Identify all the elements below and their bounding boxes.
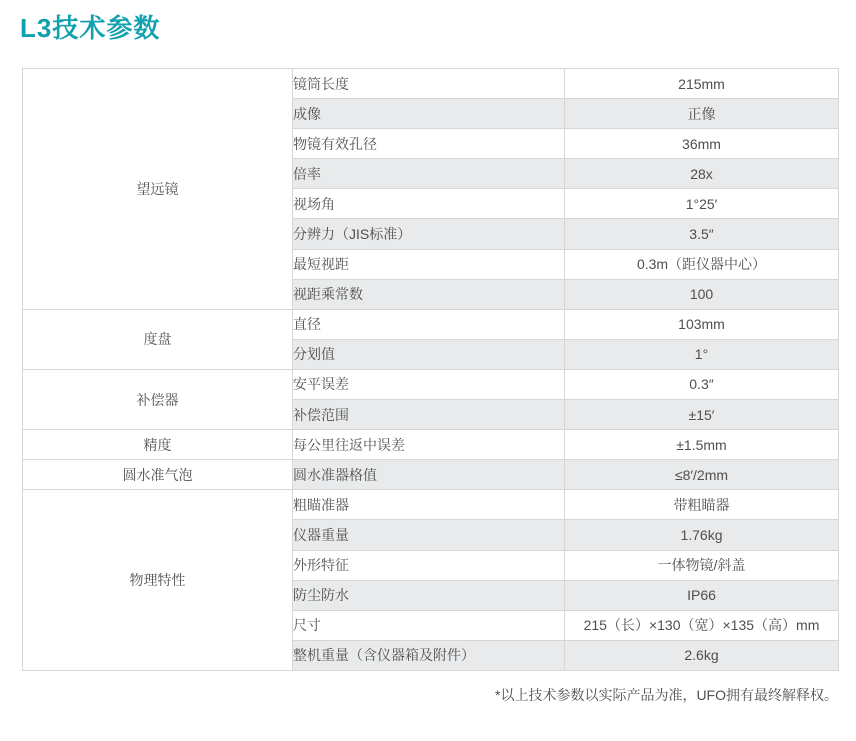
- value-cell: 一体物镜/斜盖: [565, 550, 839, 580]
- param-cell: 分划值: [293, 339, 565, 369]
- param-cell: 安平误差: [293, 369, 565, 399]
- category-cell: 补偿器: [23, 369, 293, 429]
- param-cell: 圆水准器格值: [293, 460, 565, 490]
- value-cell: 215mm: [565, 69, 839, 99]
- value-cell: 36mm: [565, 129, 839, 159]
- category-cell: 圆水准气泡: [23, 460, 293, 490]
- category-cell: 精度: [23, 430, 293, 460]
- value-cell: 3.5″: [565, 219, 839, 249]
- param-cell: 视距乘常数: [293, 279, 565, 309]
- table-row: [23, 460, 839, 490]
- value-cell: 2.6kg: [565, 640, 839, 670]
- param-cell: 补偿范围: [293, 400, 565, 430]
- value-cell: 28x: [565, 159, 839, 189]
- param-cell: 视场角: [293, 189, 565, 219]
- value-cell: ±1.5mm: [565, 430, 839, 460]
- param-cell: 镜筒长度: [293, 69, 565, 99]
- table-row: [23, 69, 839, 99]
- spec-table: [22, 68, 839, 671]
- page-title: L3技术参数: [20, 13, 161, 43]
- value-cell: 100: [565, 279, 839, 309]
- value-cell: 带粗瞄器: [565, 490, 839, 520]
- value-cell: 1°: [565, 339, 839, 369]
- value-cell: 1.76kg: [565, 520, 839, 550]
- param-cell: 防尘防水: [293, 580, 565, 610]
- value-cell: IP66: [565, 580, 839, 610]
- param-cell: 仪器重量: [293, 520, 565, 550]
- param-cell: 分辨力（JIS标准）: [293, 219, 565, 249]
- value-cell: 0.3m（距仪器中心）: [565, 249, 839, 279]
- param-cell: 粗瞄准器: [293, 490, 565, 520]
- param-cell: 倍率: [293, 159, 565, 189]
- value-cell: 0.3″: [565, 369, 839, 399]
- value-cell: ±15′: [565, 400, 839, 430]
- param-cell: 最短视距: [293, 249, 565, 279]
- param-cell: 尺寸: [293, 610, 565, 640]
- value-cell: 正像: [565, 99, 839, 129]
- category-cell: 度盘: [23, 309, 293, 369]
- footnote: *以上技术参数以实际产品为准，UFO拥有最终解释权。: [495, 686, 838, 703]
- value-cell: 1°25′: [565, 189, 839, 219]
- param-cell: 直径: [293, 309, 565, 339]
- param-cell: 物镜有效孔径: [293, 129, 565, 159]
- param-cell: 外形特征: [293, 550, 565, 580]
- table-row: [23, 490, 839, 520]
- param-cell: 整机重量（含仪器箱及附件）: [293, 640, 565, 670]
- table-row: [23, 309, 839, 339]
- spec-table-body: [23, 69, 839, 671]
- category-cell: 物理特性: [23, 490, 293, 671]
- category-cell: 望远镜: [23, 69, 293, 310]
- value-cell: 103mm: [565, 309, 839, 339]
- param-cell: 每公里往返中误差: [293, 430, 565, 460]
- value-cell: ≤8′/2mm: [565, 460, 839, 490]
- value-cell: 215（长）×130（宽）×135（高）mm: [565, 610, 839, 640]
- table-row: [23, 430, 839, 460]
- table-row: [23, 369, 839, 399]
- param-cell: 成像: [293, 99, 565, 129]
